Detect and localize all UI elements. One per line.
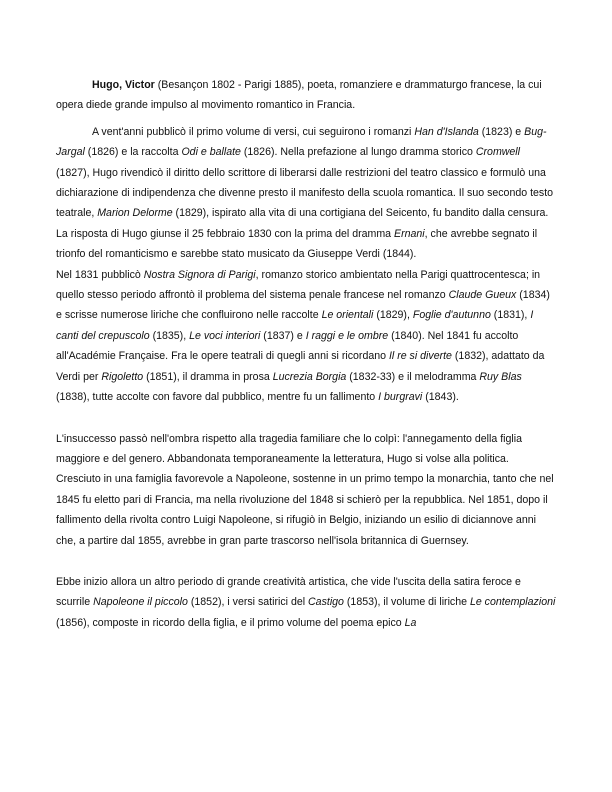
work-title: Cromwell (475, 146, 521, 159)
work-title: Nostra Signora di Parigi (143, 268, 256, 281)
work-title: I canti del crepuscolo (56, 309, 534, 342)
work-title: Foglie d'autunno (412, 309, 491, 322)
paragraph-exile-works (56, 572, 556, 633)
text-run: (1840). Nel 1841 fu accolto all'Académie Française. Fra le opere teatrali di quegli anni si ricordano (56, 329, 519, 363)
work-title: Ernani (394, 227, 425, 240)
text-run: (1829), (373, 309, 413, 322)
text-run: (1838), tutte accolte con favore dal pubblico, mentre fu un fallimento (56, 391, 379, 404)
entry-name: Hugo, Victor (92, 79, 155, 91)
text-run: (1835), (149, 329, 190, 342)
paragraph-middle-works (56, 265, 556, 408)
text-run: (1829), ispirato alla vita di una cortigiana del Seicento, fu bandito dalla censura. La risposta di Hugo giunse il 25 febbraio 1830 con la prima del dramma (56, 207, 549, 240)
text-run: Ebbe inizio allora un altro periodo di grande creatività artistica, che vide l'uscita della satira feroce e scurrile (56, 575, 521, 609)
text-run: (1826) e la raccolta (84, 146, 182, 159)
work-title: Le orientali (321, 309, 374, 322)
text-run: , romanzo storico ambientato nella Parigi quattrocentesca; in quello stesso periodo affrontò il problema del sistema penale francese nel romanzo (56, 268, 541, 302)
work-title: Lucrezia Borgia (272, 370, 347, 383)
work-title: La (404, 616, 417, 629)
text-run: (1827), Hugo rivendicò il diritto dello scrittore di liberarsi dalle restrizioni del teatro classico e formulò una dichiarazione di indipendenza che divenne presto il manifesto della scuola romantica. Il suo secondo testo teatrale, (56, 166, 554, 220)
text-run: (1826). Nella prefazione al lungo dramma storico (240, 146, 476, 159)
text-run: (1831), (490, 309, 531, 322)
work-title: Claude Gueux (448, 289, 517, 302)
text-run: (1851), il dramma in prosa (143, 370, 273, 383)
work-title: Le voci interiori (189, 329, 261, 342)
work-title: Odi e ballate (181, 146, 241, 159)
text-run: (1834) e scrisse numerose liriche che confluirono nelle raccolte (56, 289, 550, 322)
paragraph-early-works (56, 122, 556, 265)
text-run: (1852), i versi satirici del (187, 596, 309, 609)
text-run: (1843). (422, 391, 459, 404)
text-run: A vent'anni pubblicò il primo volume di versi, cui seguirono i romanzi (92, 125, 415, 138)
work-title: Castigo (308, 596, 344, 609)
text-run: (1823) e (478, 125, 525, 138)
text-run: (1856), composte in ricordo della figlia, e il primo volume del poema epico (56, 616, 405, 629)
work-title: Bug-Jargal (56, 125, 547, 159)
text-run: , che avrebbe segnato il trionfo del romanticismo e sarebbe stato musicato da Giuseppe Verdi (1844). (56, 227, 538, 261)
text-run: Nel 1831 pubblicò (56, 268, 144, 281)
text-run: (1837) e (260, 329, 306, 342)
work-title: I raggi e le ombre (305, 329, 389, 342)
work-title: Marion Delorme (97, 207, 173, 220)
text-run: L'insuccesso passò nell'ombra rispetto alla tragedia familiare che lo colpì: l'annegamento della figlia maggiore e del genero. Abbandonata temporaneamente la letteratura, Hugo si volse alla politica. Cresciuto in una famiglia favorevole a Napoleone, sostenne in un primo tempo la monarchia, tanto che nel 1845 fu eletto pari di Francia, ma nella rivoluzione del 1848 si schierò per la repubblica. Nel 1851, dopo il fallimento della rivolta contro Luigi Napoleone, si rifugiò in Belgio, iniziando un esilio di diciannove anni che, a partire dal 1855, avrebbe in gran parte trascorso nell'isola britannica di Guernsey. (56, 432, 554, 547)
text-run: (1832-33) e il melodramma (346, 370, 480, 383)
text-run: (1853), il volume di liriche (343, 596, 470, 609)
work-title: Han d'Islanda (414, 125, 479, 138)
work-title: Il re si diverte (388, 350, 452, 363)
entry-summary: (Besançon 1802 - Parigi 1885), poeta, romanziere e drammaturgo francese, la cui opera diede grande impulso al movimento romantico in Francia. (56, 79, 542, 112)
work-title: Le contemplazioni (469, 596, 556, 609)
work-title: I burgravi (378, 391, 423, 404)
work-title: Ruy Blas (479, 370, 522, 383)
paragraph-politics-exile (56, 429, 556, 551)
work-title: Napoleone il piccolo (93, 596, 188, 609)
work-title: Rigoletto (101, 370, 144, 383)
paragraph-intro (56, 75, 556, 116)
text-run: (1832), adattato da Verdi per (56, 350, 545, 383)
